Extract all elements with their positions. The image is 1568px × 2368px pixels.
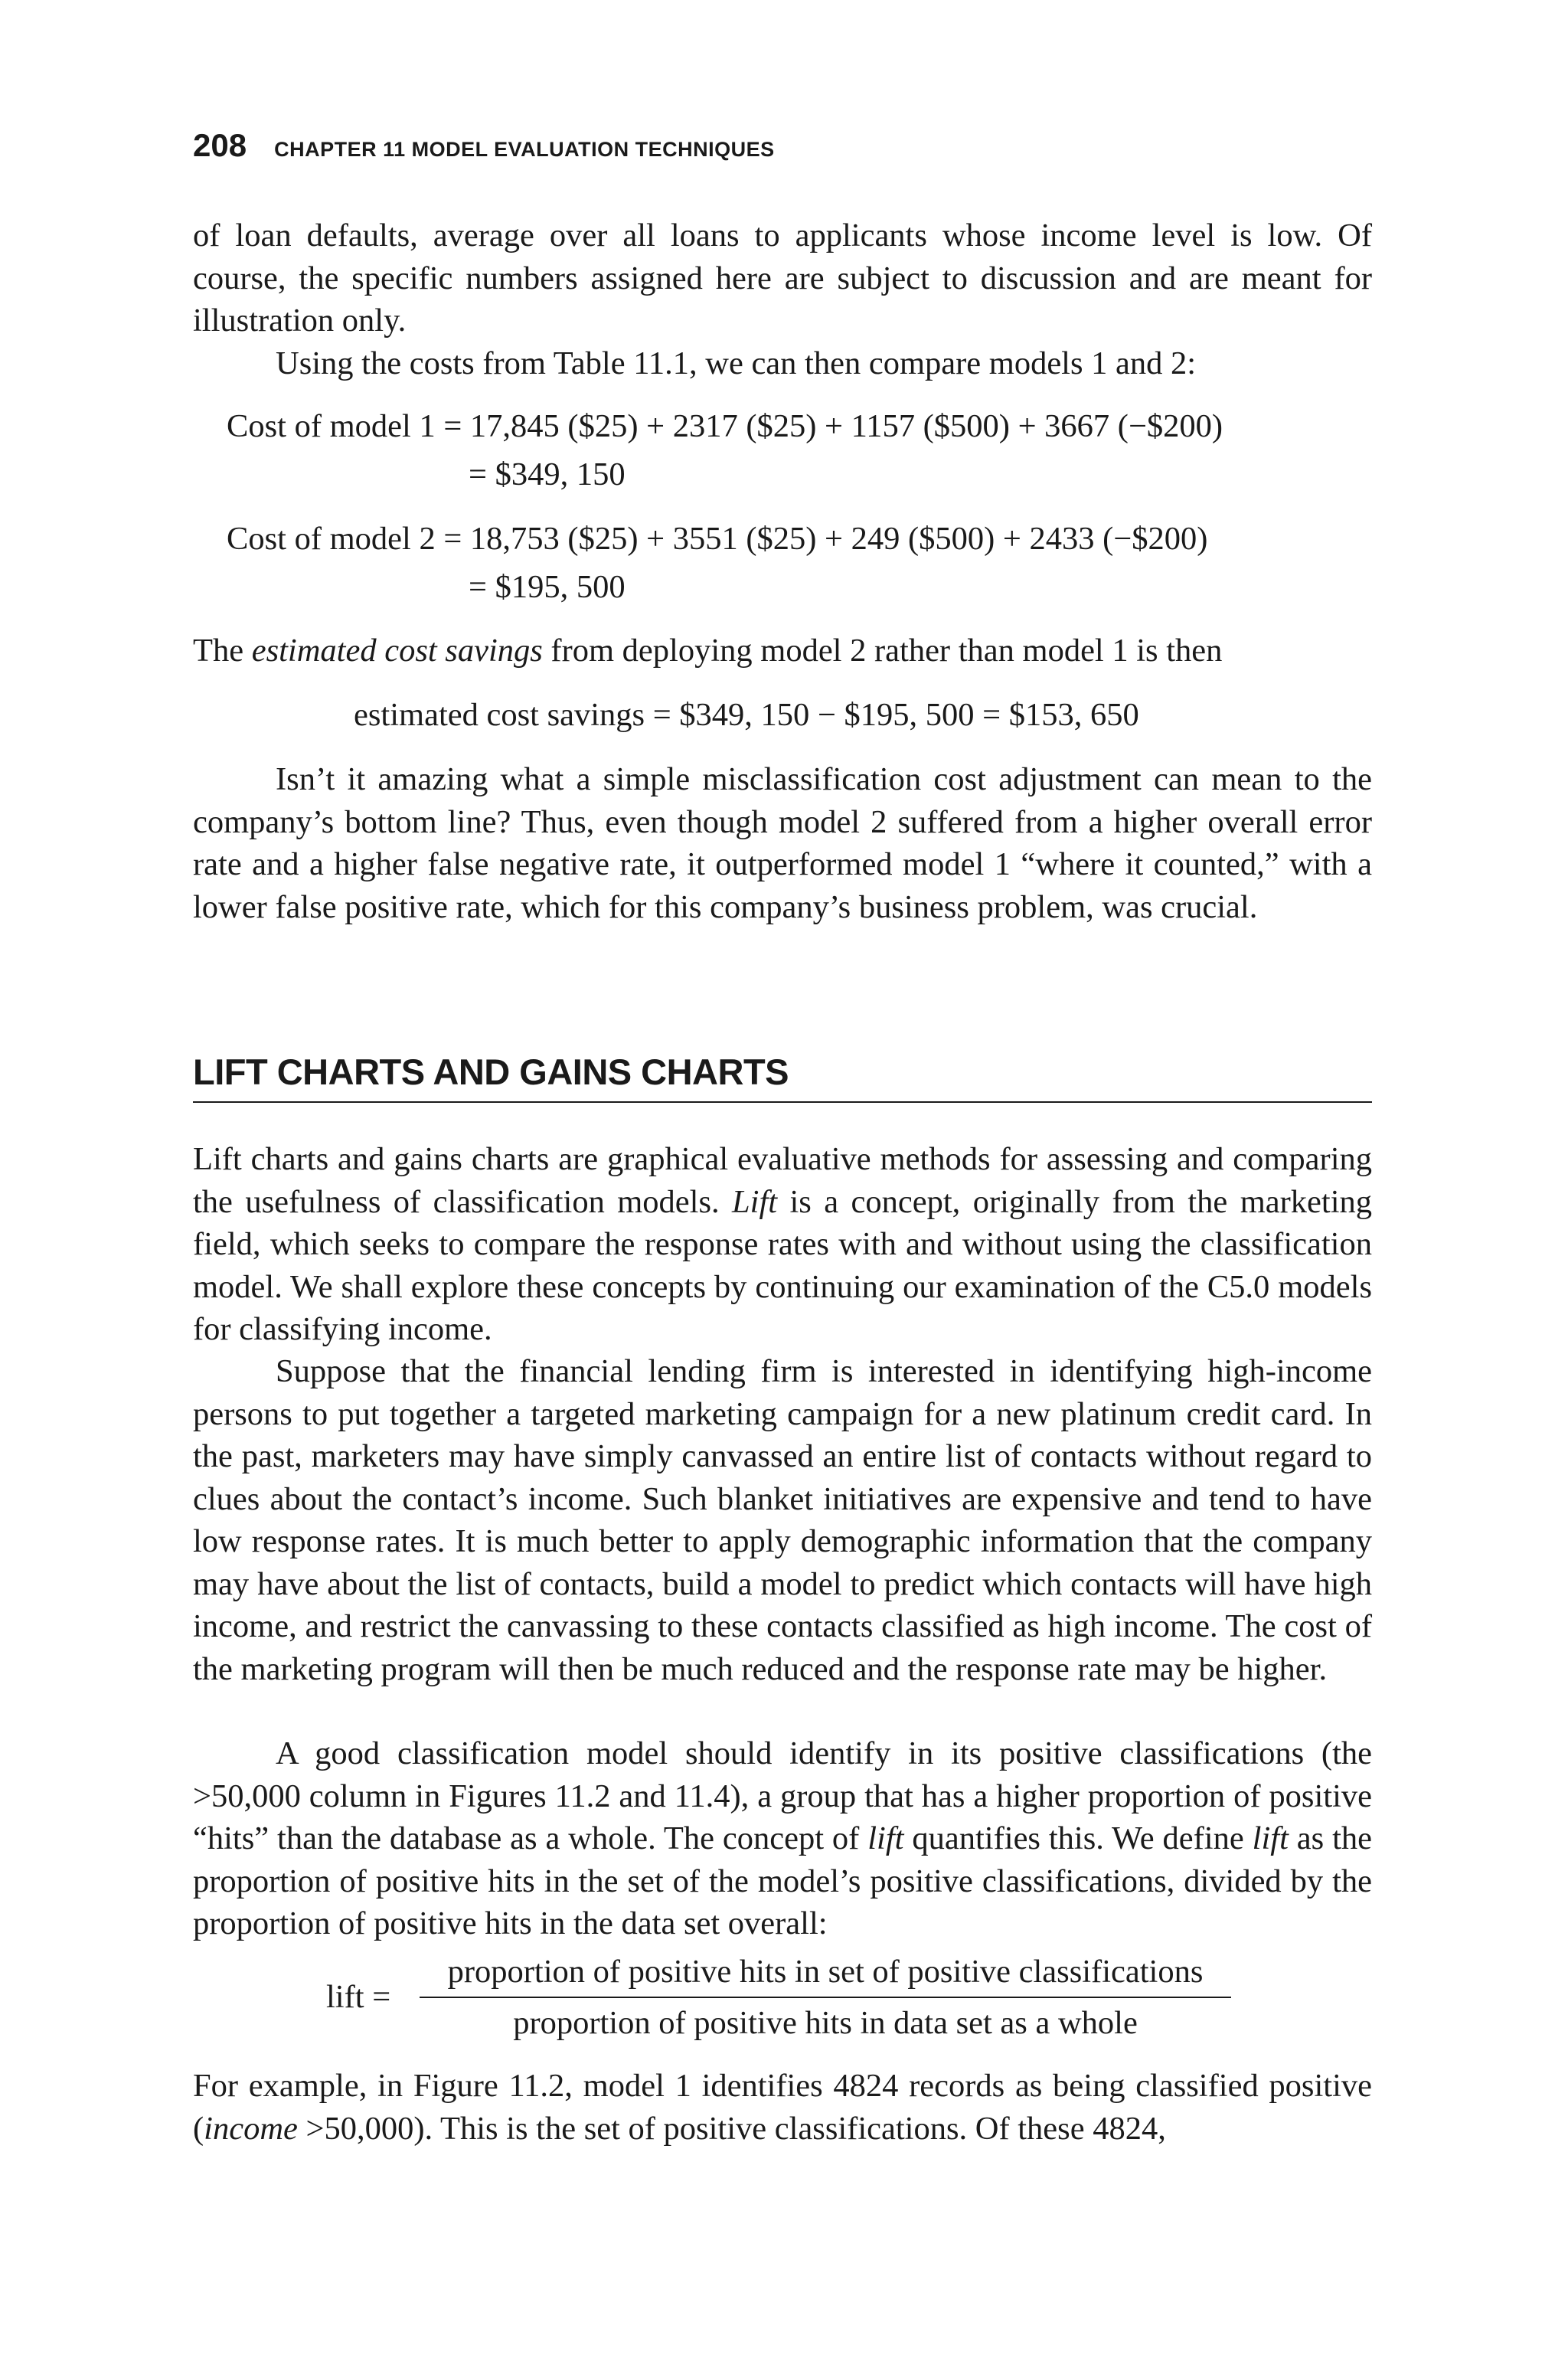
emphasis: lift [1252, 1820, 1289, 1856]
heading-rule [193, 1101, 1372, 1103]
lift-numerator: proportion of positive hits in set of positive classifications [447, 1954, 1204, 1990]
paragraph-lift-intro [193, 1138, 1372, 1351]
paragraph-marketing-campaign: Suppose that the financial lending firm is interested in identifying high-income persons to put together a targeted marketing campaign for a new platinum credit card. In the past, marketers may have simply canvassed an entire list of contacts without regard to clues about the contact’s income. Such blanket initiatives are expensive and tend to have low response rates. It is much better to apply demographic information that the company may have about the list of contacts, build a model to predict which contacts will have high income, and restrict the canvassing to these contacts classified as high income. The cost of the marketing program will then be much reduced and the response rate may be higher. [193, 1353, 1372, 1687]
paragraph-loan-defaults: of loan defaults, average over all loans to applicants whose income level is low. Of course, the specific numbers assigned here are subject to discussion and are meant for illustration only. [193, 218, 1372, 339]
emphasis: lift [867, 1820, 904, 1856]
text-span: >50,000). This is the set of positive classifications. Of these 4824, [297, 2110, 1166, 2147]
lift-equation-label: lift = [326, 1979, 391, 2015]
running-head: CHAPTER 11 MODEL EVALUATION TECHNIQUES [274, 138, 775, 161]
text-span: as the proportion of positive hits in the set of the model’s positive classifications, divided by the proportion of positive hits in the data set overall: [193, 1820, 1373, 1941]
paragraph-bottom-line: Isn’t it amazing what a simple misclassification cost adjustment can mean to the company’s bottom line? Thus, even though model 2 suffered from a higher overall error rate and a higher false negative rate, it outperformed model 1 “where it counted,” with a lower false positive rate, which for this company’s business problem, was crucial. [193, 761, 1372, 925]
text-span: The [193, 633, 252, 669]
equation-savings: estimated cost savings = $349, 150 − $195, 500 = $153, 650 [354, 697, 1139, 733]
equation-label: Cost of model 2 = [227, 521, 462, 557]
text-span: For example, in Figure 11.2, model 1 identifies 4824 records as being classified positive ( [193, 2068, 1372, 2147]
fraction-bar [420, 1997, 1231, 1998]
page-header [193, 127, 775, 173]
equation-terms: 17,845 ($25) + 2317 ($25) + 1157 ($500) + 3667 (−$200) [469, 408, 1223, 444]
page-number: 208 [193, 127, 247, 163]
equation-cost-model-1 [227, 405, 1223, 447]
equation-cost-model-2 [227, 518, 1207, 560]
emphasis: income [204, 2110, 298, 2147]
text-span: A good classification model should identify in its positive classifications (the >50,000 column in Figures 11.2 and 11.4), a group that has a higher proportion of positive “hits” than the database as a whole. The concept of [193, 1735, 1372, 1856]
text-span: from deploying model 2 rather than model 1 is then [542, 633, 1223, 669]
equation-cost-model-1-result: = $349, 150 [469, 456, 626, 492]
equation-label: Cost of model 1 = [227, 408, 462, 444]
lift-denominator: proportion of positive hits in data set as a whole [513, 2005, 1138, 2041]
text-span: quantifies this. We define [903, 1820, 1253, 1856]
emphasis: estimated cost savings [251, 633, 543, 669]
paragraph-example [193, 2065, 1372, 2150]
equation-terms: 18,753 ($25) + 3551 ($25) + 249 ($500) + 2433 (−$200) [469, 521, 1208, 557]
section-heading: LIFT CHARTS AND GAINS CHARTS [193, 1052, 789, 1092]
paragraph-lift-definition [193, 1732, 1372, 1945]
paragraph-compare-models: Using the costs from Table 11.1, we can then compare models 1 and 2: [276, 345, 1197, 381]
text-span: Lift charts and gains charts are graphical evaluative methods for assessing and comparing the usefulness of classification models. [193, 1141, 1372, 1220]
text-span: is a concept, originally from the marketing field, which seeks to compare the response rates with and without using the classification model. We shall explore these concepts by continuing our examination of the C5.0 models for classifying income. [193, 1183, 1372, 1347]
emphasis: Lift [732, 1183, 778, 1220]
paragraph-estimated-savings [193, 630, 1372, 672]
equation-cost-model-2-result: = $195, 500 [469, 569, 626, 605]
